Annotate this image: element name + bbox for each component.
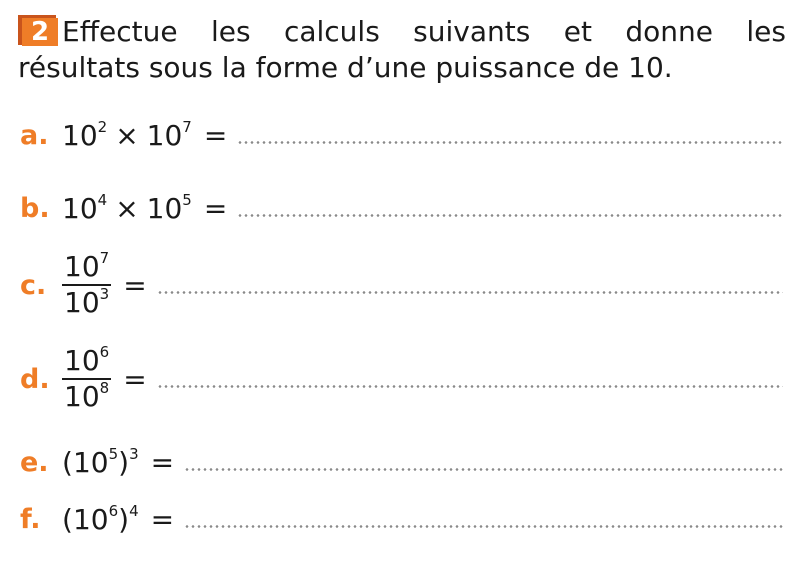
item-expression — [62, 119, 192, 152]
numerator — [62, 344, 111, 378]
denominator — [62, 380, 111, 414]
instruction-word: et — [563, 15, 592, 48]
item-c — [20, 248, 783, 322]
close-paren: ) — [118, 502, 130, 536]
base: 10 — [146, 118, 183, 152]
item-f — [20, 499, 783, 539]
fraction — [62, 250, 111, 320]
exponent: 8 — [99, 379, 110, 397]
instruction-word: les — [746, 15, 786, 48]
inner-exponent: 5 — [108, 444, 119, 463]
base: 10 — [62, 118, 98, 152]
item-expression — [62, 192, 192, 225]
outer-exponent: 3 — [129, 444, 139, 463]
item-d — [20, 342, 783, 416]
exponent: 7 — [99, 249, 110, 267]
item-letter: d. — [20, 363, 50, 395]
numerator — [62, 250, 111, 284]
inner-exponent: 6 — [108, 501, 119, 520]
open-paren: ( — [62, 445, 73, 479]
item-b — [20, 188, 783, 228]
item-letter: f. — [20, 503, 41, 535]
item-e — [20, 442, 783, 482]
base: 10 — [146, 191, 183, 225]
exponent: 5 — [182, 190, 192, 209]
answer-dotted-line[interactable] — [237, 141, 783, 144]
instruction-word: donne — [625, 15, 713, 48]
base: 10 — [64, 250, 100, 283]
base: 10 — [64, 286, 100, 319]
answer-dotted-line[interactable] — [157, 291, 783, 294]
exponent: 6 — [99, 343, 110, 361]
instruction-word: les — [210, 15, 251, 48]
answer-dotted-line[interactable] — [237, 214, 783, 217]
times-sign: × — [115, 191, 139, 225]
close-paren: ) — [118, 445, 130, 479]
base: 10 — [64, 344, 100, 377]
exponent: 4 — [97, 190, 108, 209]
outer-exponent: 4 — [129, 501, 139, 520]
item-expression — [62, 503, 139, 536]
open-paren: ( — [62, 502, 73, 536]
exponent: 2 — [97, 117, 108, 136]
instruction-word: calculs — [283, 15, 380, 48]
answer-dotted-line[interactable] — [157, 385, 783, 388]
times-sign: × — [115, 118, 139, 152]
equals-sign: = — [203, 118, 228, 152]
base: 10 — [72, 445, 109, 479]
item-letter: e. — [20, 446, 49, 478]
fraction — [62, 344, 111, 414]
exercise-header — [18, 14, 786, 86]
equals-sign: = — [123, 362, 147, 396]
item-a — [20, 115, 783, 155]
equals-sign: = — [150, 445, 175, 479]
item-expression — [62, 446, 139, 479]
instruction-word: suivants — [413, 15, 531, 48]
item-letter: c. — [20, 269, 47, 301]
answer-dotted-line[interactable] — [184, 468, 783, 471]
equals-sign: = — [150, 502, 175, 536]
exercise-number: 2 — [22, 18, 58, 46]
base: 10 — [72, 502, 109, 536]
item-letter: b. — [20, 192, 50, 224]
base: 10 — [64, 380, 100, 413]
equals-sign: = — [123, 268, 147, 302]
item-letter: a. — [20, 119, 49, 151]
instruction-word: Effectue — [62, 15, 178, 48]
denominator — [62, 286, 111, 320]
answer-dotted-line[interactable] — [184, 525, 783, 528]
base: 10 — [62, 191, 98, 225]
exercise-number-badge — [18, 14, 178, 50]
instruction-line-1 — [18, 14, 786, 50]
equals-sign: = — [203, 191, 228, 225]
exponent: 3 — [99, 285, 110, 303]
instruction-line-2: résultats sous la forme d’une puissance de 10. — [18, 51, 673, 84]
exponent: 7 — [182, 117, 192, 136]
